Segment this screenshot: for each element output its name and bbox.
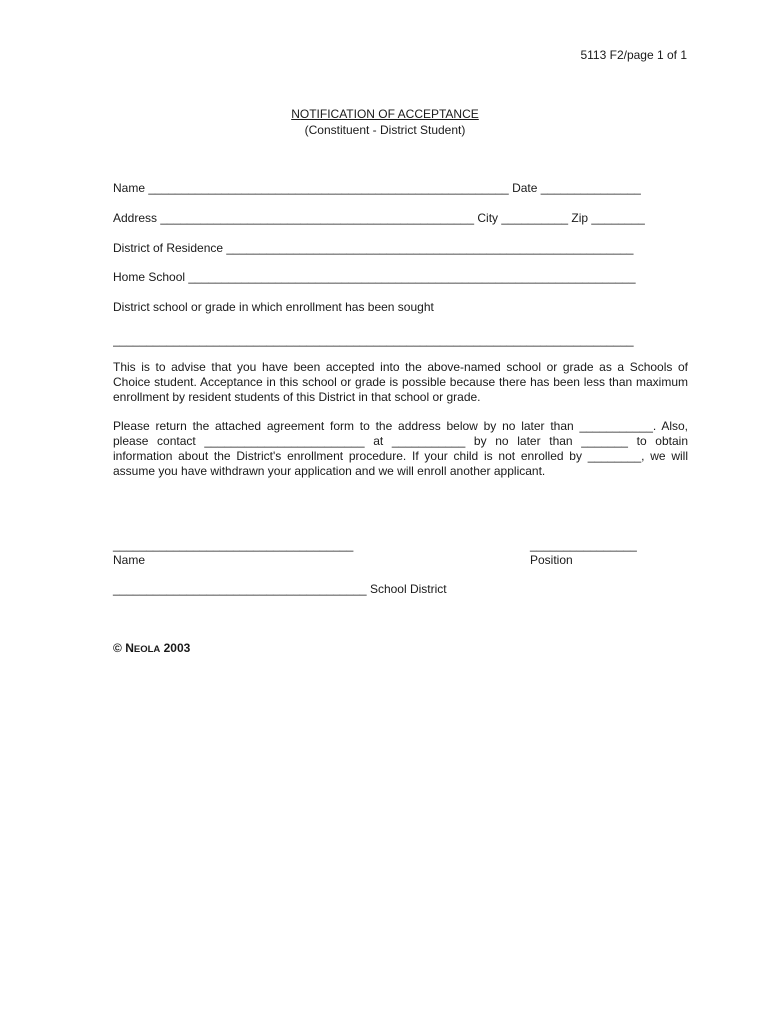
page-reference: 5113 F2/page 1 of 1 <box>580 48 687 62</box>
position-label: Position <box>530 553 573 567</box>
document-subtitle: (Constituent - District Student) <box>304 123 466 137</box>
neola-logo-rest: EOLA <box>133 644 161 655</box>
name-date-field[interactable]: Name ______________________________________________________ Date _______________ <box>113 181 641 195</box>
neola-logo-first: N <box>125 641 134 655</box>
name-label: Name <box>113 553 146 567</box>
home-school-field[interactable]: Home School ___________________________________________________________________ <box>113 270 636 284</box>
title-text: NOTIFICATION OF ACCEPTANCE <box>291 107 479 121</box>
enrollment-sought-label: District school or grade in which enrollment has been sought <box>113 300 434 314</box>
district-of-residence-field[interactable]: District of Residence _____________________________________________________________ <box>113 241 634 255</box>
name-signature-line[interactable]: ____________________________________ <box>113 538 354 552</box>
copyright-year: 2003 <box>163 641 191 655</box>
school-district-field[interactable]: ______________________________________ School District <box>113 582 447 596</box>
acceptance-paragraph: This is to advise that you have been accepted into the above-named school or grade as a Schools of Choice student. Acceptance in this school or grade is possible because there has been less than maximum enrollment by resident students of this District in that school or grade. <box>113 360 688 404</box>
position-signature-line[interactable]: ________________ <box>530 538 637 552</box>
instructions-paragraph: Please return the attached agreement form to the address below by no later than ___________. Also, please contact ________________________ at ___________ by no later than _______ to obtain information about the District's enrollment procedure. If your child is not enrolled by ________, we will assume you have withdrawn your application and we will enroll another applicant. <box>113 419 688 478</box>
enrollment-sought-field[interactable]: ______________________________________________________________________________ <box>113 333 634 347</box>
copyright-symbol: © <box>113 641 122 655</box>
address-city-zip-field[interactable]: Address _______________________________________________ City __________ Zip ________ <box>113 211 645 225</box>
document-title <box>0 107 770 122</box>
copyright-notice <box>113 641 190 657</box>
